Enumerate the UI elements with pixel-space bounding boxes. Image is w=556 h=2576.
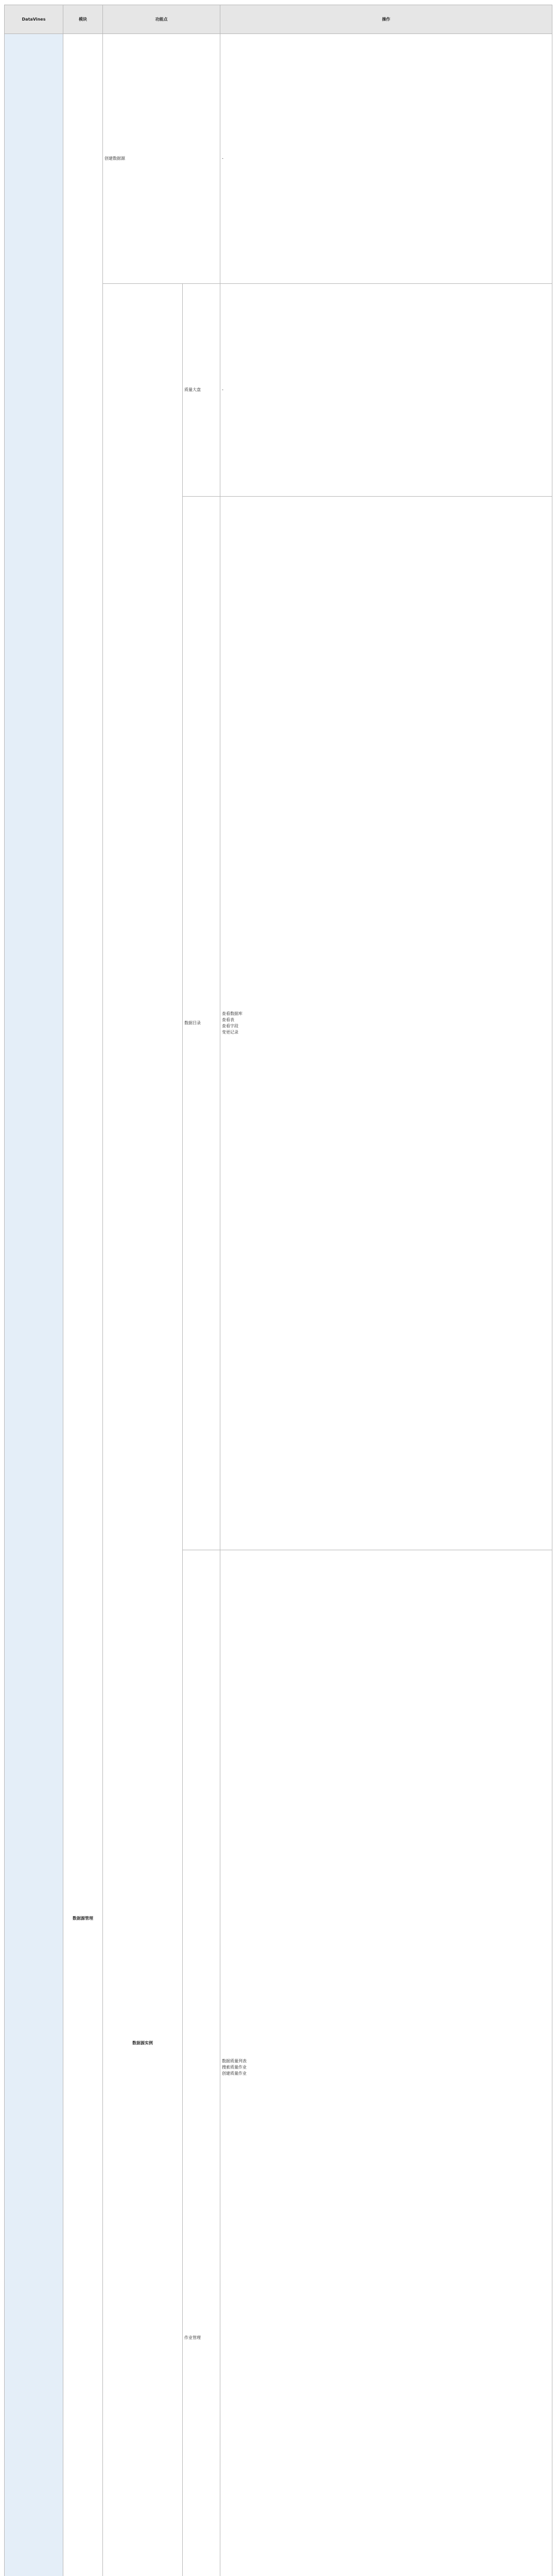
header-module: 模块 (63, 5, 103, 34)
feature-table (4, 5, 552, 2576)
fp-catalog: 数据目录 (183, 497, 220, 1550)
module-datasource: 数据源管理 (63, 34, 103, 2576)
fp-dashboard: 质量大盘 (183, 284, 220, 497)
header-operation: 操作 (220, 5, 552, 34)
fp-job-mgmt: 作业管理 (183, 1550, 220, 2576)
table-row (5, 34, 552, 284)
op-catalog: 查看数据库 查看表 查看字段 变更记录 (220, 497, 552, 1550)
op-quality-job: 数据质量列表 搜索质量作业 创建质量作业 (220, 1550, 552, 2576)
header-row (5, 5, 552, 34)
feature-datasource-instance: 数据源实例 (103, 284, 183, 2576)
fp-create-datasource: 创建数据源 (103, 34, 220, 284)
header-feature: 功能点 (103, 5, 220, 34)
op-create-datasource: - (220, 34, 552, 284)
header-datavines: DataVines (5, 5, 63, 34)
op-dashboard: - (220, 284, 552, 497)
platform-cell (5, 34, 63, 2576)
